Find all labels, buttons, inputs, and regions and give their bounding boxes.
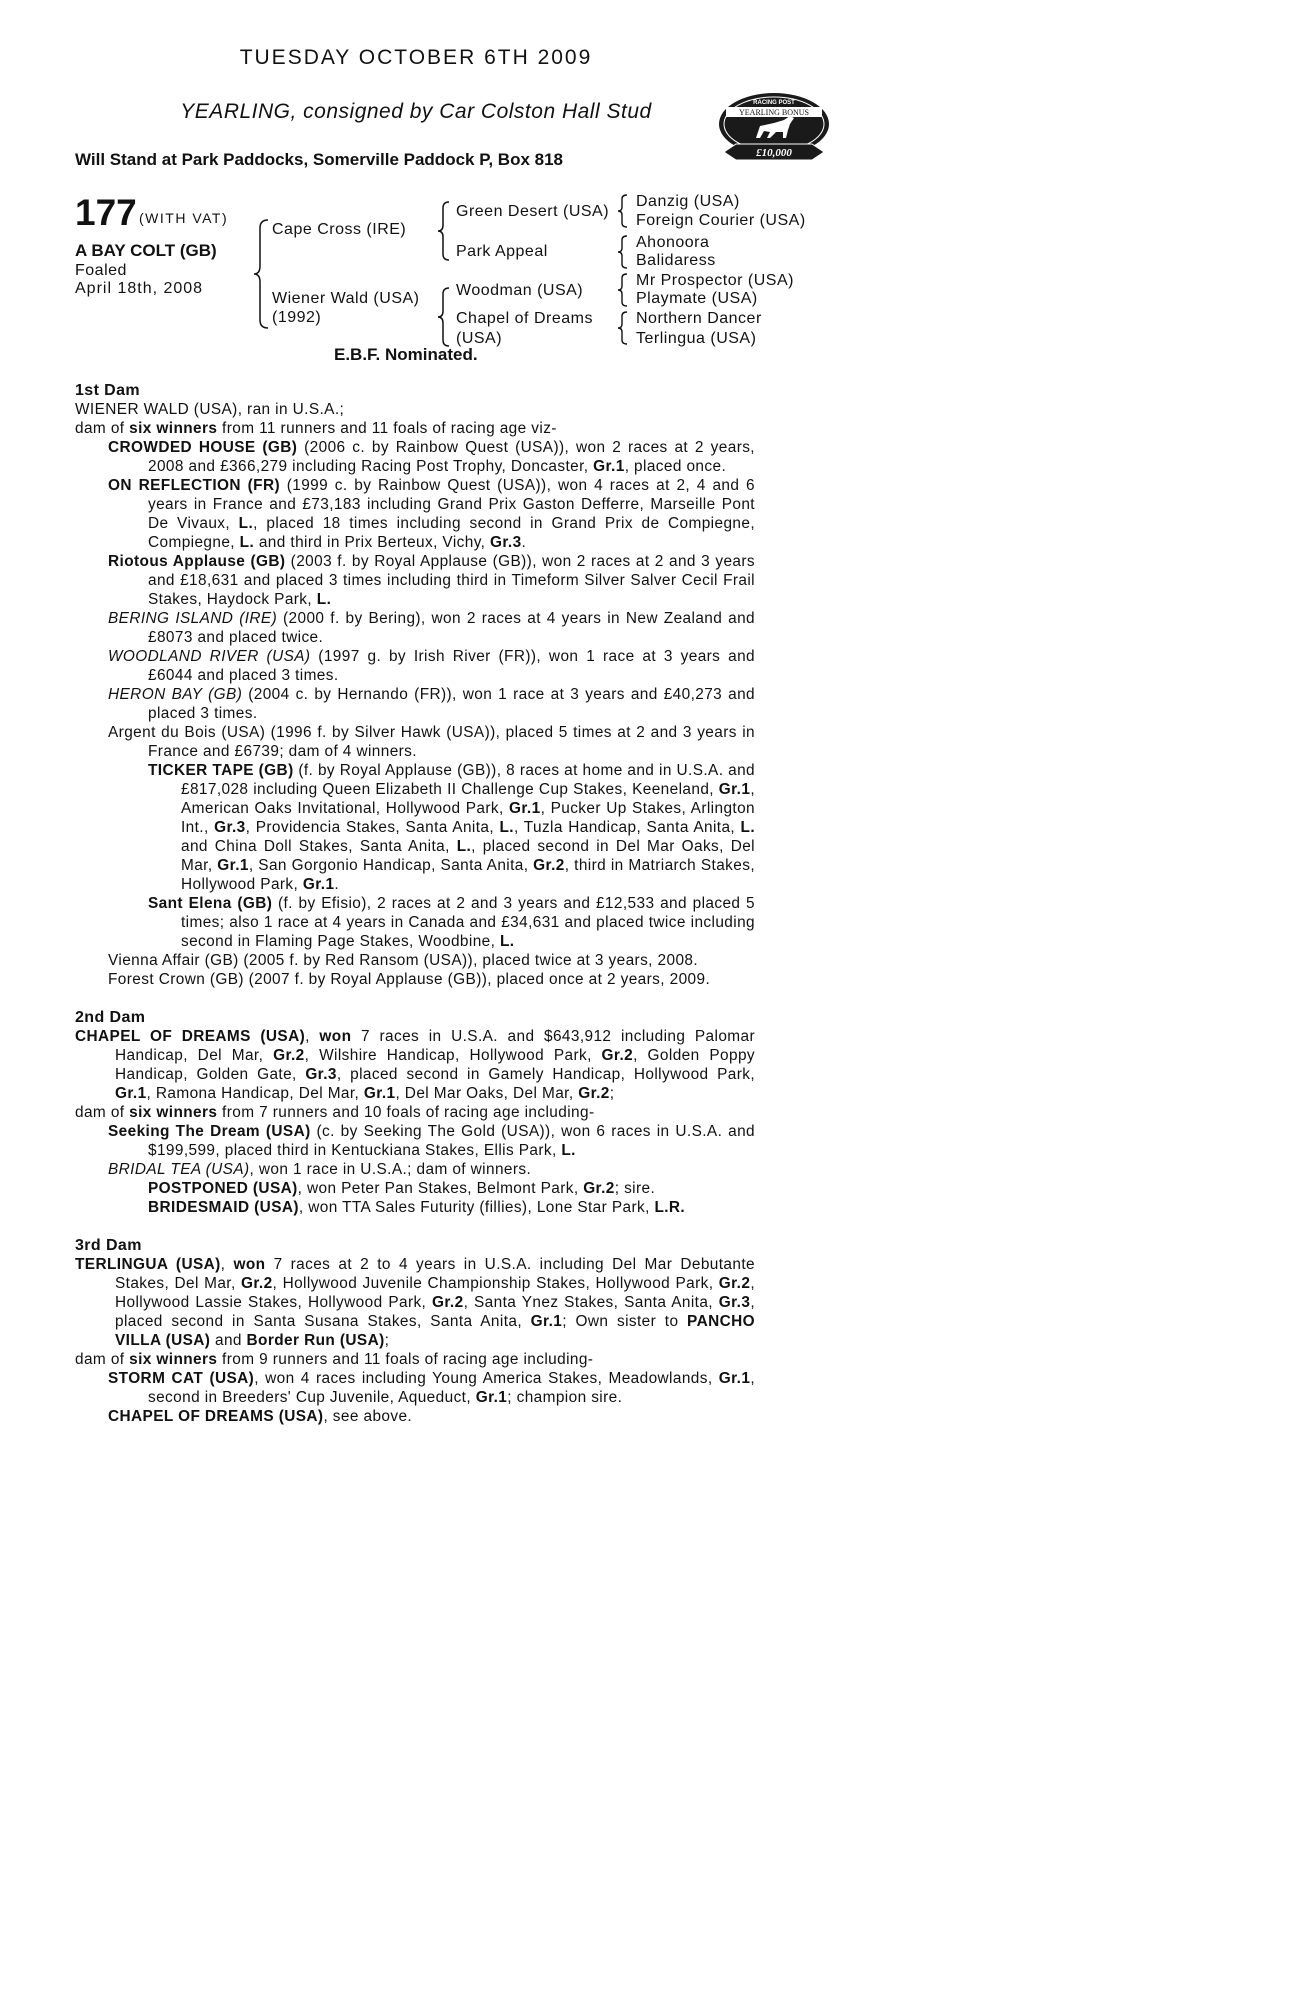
vat-note: (WITH VAT)	[139, 210, 229, 226]
lot-number: 177	[75, 192, 137, 233]
entry-chapel-of-dreams: CHAPEL OF DREAMS (USA), won 7 races in U.S.A. and $643,912 including Palomar Handicap, Del Mar, Gr.2, Wilshire Handicap, Hollywood Park, Gr.2, Golden Poppy Handicap, Golden Gate, Gr.3, placed second in Gamely Handicap, Hollywood Park, Gr.1, Ramona Handicap, Del Mar, Gr.1, Del Mar Oaks, Del Mar, Gr.2;	[75, 1028, 756, 1102]
lot-name: A BAY COLT (GB)	[75, 241, 217, 260]
pedigree-sdd: Balidaress	[636, 252, 716, 269]
pedigree-dam-dam-suffix: (USA)	[456, 330, 503, 347]
stand-location: Will Stand at Park Paddocks, Somerville Paddock P, Box 818	[75, 150, 564, 169]
third-dam-summary: dam of six winners from 9 runners and 11 foals of racing age including-	[75, 1351, 594, 1368]
first-dam-intro: WIENER WALD (USA), ran in U.S.A.;	[75, 401, 345, 418]
entry-bridesmaid: BRIDESMAID (USA), won TTA Sales Futurity (fillies), Lone Star Park, L.R.	[148, 1199, 686, 1216]
pedigree-ssd: Foreign Courier (USA)	[636, 212, 806, 229]
pedigree-dam-year: (1992)	[272, 309, 322, 326]
entry-sant-elena: Sant Elena (GB) (f. by Efisio), 2 races at 2 and 3 years and £12,533 and placed 5 times; also 1 race at 4 years in Canada and £34,631 and placed twice including second in Flaming Page Stakes, Woodbine, L.	[148, 895, 755, 950]
pedigree-dss: Mr Prospector (USA)	[636, 272, 794, 289]
third-dam-heading: 3rd Dam	[75, 1237, 142, 1254]
entry-crowded-house: CROWDED HOUSE (GB) (2006 c. by Rainbow Quest (USA)), won 2 races at 2 years, 2008 and £366,279 including Racing Post Trophy, Doncaster, Gr.1, placed once.	[108, 439, 755, 475]
pedigree-brace-dam	[436, 286, 452, 348]
entry-terlingua: TERLINGUA (USA), won 7 races at 2 to 4 years in U.S.A. including Del Mar Debutante Stakes, Del Mar, Gr.2, Hollywood Juvenile Championship Stakes, Hollywood Park, Gr.2, Hollywood Lassie Stakes, Hollywood Park, Gr.2, Santa Ynez Stakes, Santa Anita, Gr.3, placed second in Santa Susana Stakes, Santa Anita, Gr.1; Own sister to PANCHO VILLA (USA) and Border Run (USA);	[75, 1256, 755, 1349]
pedigree-dam: Wiener Wald (USA)	[272, 290, 420, 307]
entry-postponed: POSTPONED (USA), won Peter Pan Stakes, Belmont Park, Gr.2; sire.	[148, 1180, 656, 1197]
pedigree-ddd: Terlingua (USA)	[636, 330, 757, 347]
entry-bridal-tea: BRIDAL TEA (USA), won 1 race in U.S.A.; dam of winners.	[108, 1161, 532, 1178]
entry-ticker-tape: TICKER TAPE (GB) (f. by Royal Applause (GB)), 8 races at home and in U.S.A. and £817,028 including Queen Elizabeth II Challenge Cup Stakes, Keeneland, Gr.1, American Oaks Invitational, Hollywood Park, Gr.1, Pucker Up Stakes, Arlington Int., Gr.3, Providencia Stakes, Santa Anita, L., Tuzla Handicap, Santa Anita, L. and China Doll Stakes, Santa Anita, L., placed second in Del Mar Oaks, Del Mar, Gr.1, San Gorgonio Handicap, Santa Anita, Gr.2, third in Matriarch Stakes, Hollywood Park, Gr.1.	[148, 762, 756, 893]
badge-mid-text: YEARLING BONUS	[739, 108, 809, 117]
pedigree-brace-gd3	[616, 272, 630, 308]
pedigree-dds: Northern Dancer	[636, 310, 762, 327]
pedigree-brace-gd4	[616, 310, 630, 346]
pedigree-dam-sire: Woodman (USA)	[456, 282, 584, 299]
entry-vienna-affair: Vienna Affair (GB) (2005 f. by Red Ransom (USA)), placed twice at 3 years, 2008.	[108, 952, 699, 969]
entry-woodland-river: WOODLAND RIVER (USA) (1997 g. by Irish River (FR)), won 1 race at 3 years and £6044 and placed 3 times.	[108, 648, 755, 684]
pedigree-sds: Ahonoora	[636, 234, 710, 251]
foaled-date: April 18th, 2008	[75, 280, 204, 297]
consignment-line: YEARLING, consigned by Car Colston Hall Stud	[180, 100, 652, 123]
badge-amount: £10,000	[756, 147, 792, 159]
entry-storm-cat: STORM CAT (USA), won 4 races including Young America Stakes, Meadowlands, Gr.1, second in Breeders' Cup Juvenile, Aqueduct, Gr.1; champion sire.	[108, 1370, 755, 1406]
pedigree-brace-gd1	[616, 193, 630, 229]
entry-on-reflection: ON REFLECTION (FR) (1999 c. by Rainbow Quest (USA)), won 4 races at 2, 4 and 6 years in France and £73,183 including Grand Prix Gaston Defferre, Marseille Pont De Vivaux, L., placed 18 times including second in Grand Prix de Compiegne, Compiegne, L. and third in Prix Berteux, Vichy, Gr.3.	[108, 477, 755, 551]
produce-record	[75, 381, 755, 1426]
first-dam-heading: 1st Dam	[75, 382, 141, 399]
second-dam-summary: dam of six winners from 7 runners and 10 foals of racing age including-	[75, 1104, 595, 1121]
pedigree-dsd: Playmate (USA)	[636, 290, 758, 307]
entry-seeking-the-dream: Seeking The Dream (USA) (c. by Seeking The Gold (USA)), won 6 races in U.S.A. and $199,599, placed third in Kentuckiana Stakes, Ellis Park, L.	[108, 1123, 755, 1159]
sale-date: TUESDAY OCTOBER 6TH 2009	[239, 46, 593, 69]
second-dam-heading: 2nd Dam	[75, 1009, 146, 1026]
entry-bering-island: BERING ISLAND (IRE) (2000 f. by Bering), won 2 races at 4 years in New Zealand and £8073 and placed twice.	[108, 610, 755, 646]
entry-argent-du-bois: Argent du Bois (USA) (1996 f. by Silver Hawk (USA)), placed 5 times at 2 and 3 years in France and £6739; dam of 4 winners.	[108, 724, 755, 760]
pedigree-sire-dam: Park Appeal	[456, 243, 548, 260]
entry-chapel-see-above: CHAPEL OF DREAMS (USA), see above.	[108, 1408, 413, 1425]
pedigree-brace-sire	[436, 200, 452, 262]
entry-riotous-applause: Riotous Applause (GB) (2003 f. by Royal Applause (GB)), won 2 races at 2 and 3 years and £18,631 and placed 3 times including third in Timeform Silver Salver Cecil Frail Stakes, Haydock Park, L.	[108, 553, 755, 608]
pedigree-sire-sire: Green Desert (USA)	[456, 203, 610, 220]
foaled-label: Foaled	[75, 262, 127, 279]
badge-top-text: RACING POST	[753, 100, 795, 106]
pedigree-sire: Cape Cross (IRE)	[272, 221, 407, 238]
entry-heron-bay: HERON BAY (GB) (2004 c. by Hernando (FR)), won 1 race at 3 years and £40,273 and placed 3 times.	[108, 686, 755, 722]
pedigree-dam-dam: Chapel of Dreams	[456, 310, 593, 327]
ebf-nominated: E.B.F. Nominated.	[334, 345, 478, 364]
pedigree-sss: Danzig (USA)	[636, 193, 740, 210]
pedigree-brace-gd2	[616, 234, 630, 270]
pedigree-brace-main	[252, 218, 272, 330]
entry-forest-crown: Forest Crown (GB) (2007 f. by Royal Applause (GB)), placed once at 2 years, 2009.	[108, 971, 711, 988]
yearling-bonus-badge	[716, 90, 832, 170]
first-dam-summary: dam of six winners from 11 runners and 11 foals of racing age viz-	[75, 420, 557, 437]
